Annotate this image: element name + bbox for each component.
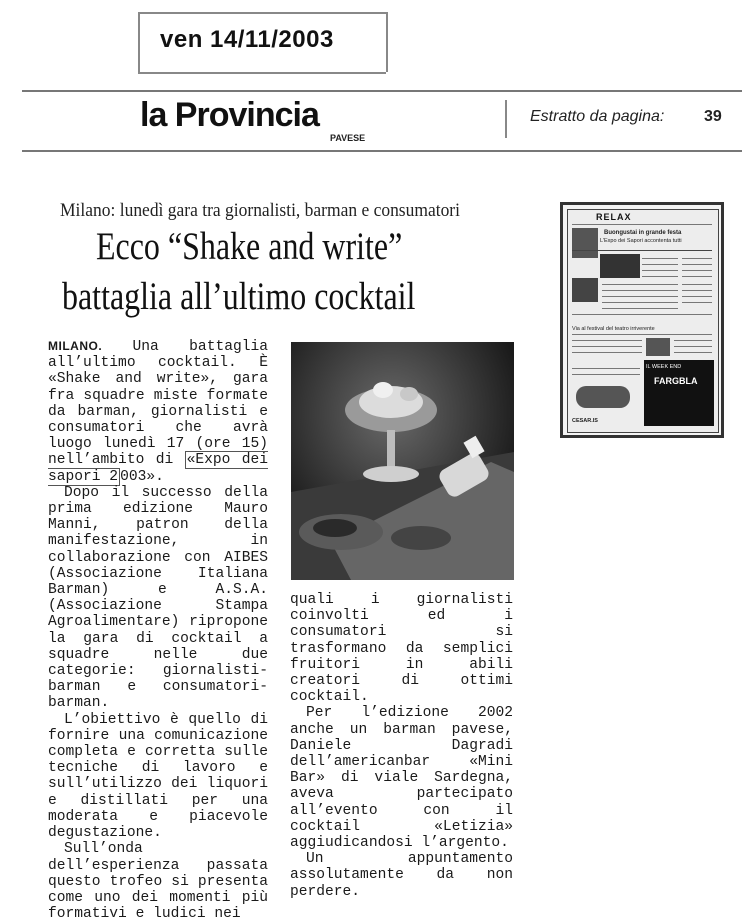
thumbnail-mid-headline: Via al festival del teatro irriverente: [572, 326, 655, 332]
newspaper-logo-sub: PAVESE: [330, 133, 366, 143]
header-divider: [505, 100, 507, 138]
paragraph-7: Un appuntamento assolutamente da non perdere.: [290, 851, 513, 900]
article-kicker: Milano: lunedì gara tra giornalisti, barman e consumatori: [60, 200, 460, 221]
thumbnail-section-title: RELAX: [596, 212, 632, 222]
cocktail-photo: [291, 342, 514, 580]
thumbnail-headline: Buongustai in grande festa: [604, 230, 682, 236]
paragraph-2: Dopo il successo della prima edizione Mauro Manni, patron della manifestazione, in collaborazione con AIBES (Associazione Italiana Barman) e A.S.A. (Associazione Stampa Agroalimentare) ripropone la gara di cocktail a squadre nelle due categorie: giornalisti-barman e consumatori-barman.: [48, 484, 268, 712]
paragraph-6: Per l’edizione 2002 anche un barman pavese, Daniele Dagradi dell’americanbar «Mini Bar» di viale Sardegna, aveva partecipato all’evento con il cocktail «Letizia» aggiudicandosi l’argento.: [290, 705, 513, 852]
paragraph-1: [48, 338, 268, 485]
page-thumbnail-inner: [567, 209, 719, 433]
paragraph-1-end: 003».: [120, 468, 164, 485]
article-title-line1: Ecco “Shake and write”: [96, 225, 403, 268]
highlighted-event-name: «Expo dei sapori 2: [48, 452, 268, 485]
extract-label: Estratto da pagina:: [530, 108, 665, 125]
date-box-underline: [138, 72, 386, 78]
paragraph-3: L’obiettivo è quello di fornire una comunicazione completa e corretta sulle tecniche di lavoro e sull’utilizzo dei liquori e distillati per una moderata e piacevole degustazione.: [48, 711, 268, 842]
thumbnail-footer: CESAR.IS: [572, 418, 598, 424]
cocktail-photo-image: [291, 342, 514, 580]
page-number: 39: [704, 108, 722, 125]
newspaper-logo: la Provincia: [140, 96, 319, 134]
paragraph-5: quali i giornalisti coinvolti ed i consumatori si trasformano da semplici fruitori in abili creatori di ottimi cocktail.: [290, 592, 513, 706]
paragraph-4: Sull’onda dell’esperienza passata questo trofeo si presenta come uno dei momenti più formativi e ludici nei: [48, 841, 268, 922]
article-title-line2: battaglia all’ultimo cocktail: [62, 275, 416, 318]
publication-date: ven 14/11/2003: [160, 26, 334, 53]
article-column-2: [290, 592, 513, 900]
thumbnail-ad-brand: FARGBLA: [654, 376, 698, 386]
thumbnail-subhead: L’Expo dei Sapori accontenta tutti: [600, 238, 682, 244]
page-thumbnail: [560, 202, 724, 438]
left-margin: [0, 82, 22, 164]
paragraph-1-text: Una battaglia all’ultimo cocktail. È «Shake and write», gara fra squadre miste formate da barman, giornalisti e consumatori che avrà luogo lunedì 17 (ore 15) nell’ambito di: [48, 339, 268, 469]
thumbnail-ad-top: IL WEEK END: [646, 364, 682, 370]
article-column-1: [48, 338, 268, 922]
dateline: MILANO.: [48, 339, 103, 353]
